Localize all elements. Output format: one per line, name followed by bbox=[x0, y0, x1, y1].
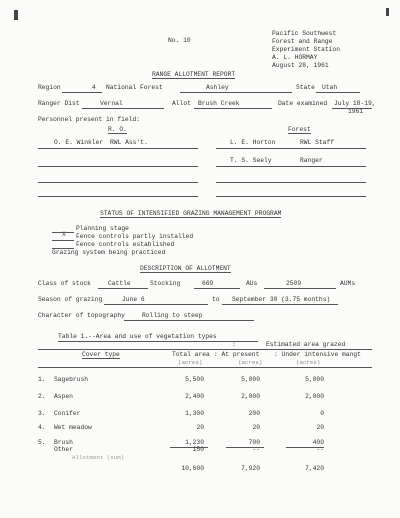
row-other-cover: Other bbox=[54, 446, 73, 453]
row-5-present: 700 bbox=[248, 439, 260, 446]
date-examined-label: Date examined bbox=[278, 100, 328, 107]
status-mark: X bbox=[62, 231, 66, 238]
org-line-1: Pacific Southwest bbox=[272, 30, 337, 37]
row-5-intensive: 400 bbox=[312, 439, 324, 446]
row-2-cover: Aspen bbox=[54, 393, 73, 400]
personnel-title-2: RWL Staff bbox=[300, 139, 335, 146]
season-to: to bbox=[212, 296, 220, 303]
personnel-forest: Forest bbox=[288, 126, 311, 133]
row-2-total: 2,400 bbox=[185, 393, 204, 400]
stocking-value: 669 bbox=[202, 280, 214, 287]
row-1-present: 5,000 bbox=[241, 376, 260, 383]
table-header-present: : At present bbox=[214, 351, 260, 358]
region-value: 4 bbox=[92, 84, 96, 91]
org-line-4: A. L. HORMAY bbox=[272, 54, 318, 61]
table-header-total-area: Total area bbox=[172, 351, 210, 358]
row-3-intensive: 0 bbox=[320, 410, 324, 417]
state-label: State bbox=[296, 84, 315, 91]
state-value: Utah bbox=[322, 84, 338, 91]
table-unit-2: (acres) bbox=[238, 359, 263, 366]
region-label: Region bbox=[38, 84, 61, 91]
table-header-intensive: : Under intensive mangt bbox=[274, 351, 361, 358]
row-3-present: 200 bbox=[248, 410, 260, 417]
row-1-cover: Sagebrush bbox=[54, 376, 89, 383]
allotment-total-label: Allotment (sum) bbox=[72, 454, 125, 461]
topography-label: Character of topography bbox=[38, 312, 125, 319]
row-1-intensive: 5,000 bbox=[305, 376, 324, 383]
table-header-cover-type: Cover type bbox=[82, 351, 120, 358]
status-heading: STATUS OF INTENSIFIED GRAZING MANAGEMENT PROGRAM bbox=[100, 210, 282, 217]
national-forest-value: Ashley bbox=[206, 84, 229, 91]
row-4-num: 4. bbox=[38, 424, 46, 431]
row-other-present: -- bbox=[252, 446, 260, 453]
report-title: RANGE ALLOTMENT REPORT bbox=[152, 71, 236, 78]
status-item-3: Fence controls established bbox=[76, 241, 175, 248]
personnel-label: Personnel present in field: bbox=[38, 116, 141, 123]
row-4-cover: Wet meadow bbox=[54, 424, 92, 431]
table-unit-3: (acres) bbox=[296, 359, 321, 366]
topography-value: Rolling to steep bbox=[142, 312, 203, 319]
document-number: No. 10 bbox=[168, 37, 191, 44]
row-5-total: 1,230 bbox=[185, 439, 204, 446]
personnel-title-1: RWL Ass't. bbox=[110, 139, 148, 146]
org-line-5: August 28, 1961 bbox=[272, 62, 329, 69]
national-forest-label: National Forest bbox=[106, 84, 163, 91]
personnel-title-3: Ranger bbox=[300, 157, 323, 164]
aums-value: 2509 bbox=[286, 280, 302, 287]
corner-mark-top-right bbox=[386, 8, 389, 16]
row-4-present: 20 bbox=[252, 424, 260, 431]
ranger-dist-label: Ranger Dist bbox=[38, 100, 80, 107]
row-3-num: 3. bbox=[38, 410, 46, 417]
row-4-intensive: 20 bbox=[316, 424, 324, 431]
total-total: 10,600 bbox=[181, 465, 204, 472]
row-2-present: 2,000 bbox=[241, 393, 260, 400]
status-item-1: Planning stage bbox=[76, 225, 129, 232]
row-1-total: 5,500 bbox=[185, 376, 204, 383]
corner-mark-top-left bbox=[14, 10, 18, 20]
description-heading: DESCRIPTION OF ALLOTMENT bbox=[140, 265, 231, 272]
season-start: June 6 bbox=[122, 296, 145, 303]
status-item-2: Fence controls partly installed bbox=[76, 233, 194, 240]
row-other-total: 150 bbox=[192, 446, 204, 453]
row-3-total: 1,300 bbox=[185, 410, 204, 417]
class-of-stock-label: Class of stock bbox=[38, 280, 91, 287]
row-2-intensive: 2,000 bbox=[305, 393, 324, 400]
org-line-2: Forest and Range bbox=[272, 38, 333, 45]
table-caption: Table 1.--Area and use of vegetation types bbox=[58, 333, 217, 340]
date-examined-value: July 18-19, bbox=[334, 100, 376, 107]
ranger-dist-value: Vernal bbox=[100, 100, 123, 107]
personnel-ro: R. O. bbox=[108, 126, 127, 133]
status-item-4: Grazing system being practiced bbox=[52, 249, 166, 256]
season-end: September 30 (3.75 months) bbox=[232, 296, 331, 303]
table-header-estimated: Estimated area grazed bbox=[266, 341, 346, 348]
row-other-intensive: -- bbox=[316, 446, 324, 453]
stocking-label: Stocking bbox=[150, 280, 181, 287]
allot-label: Allot bbox=[172, 100, 191, 107]
personnel-name-1: O. E. Winkler bbox=[54, 139, 104, 146]
aus-label: AUs bbox=[246, 280, 258, 287]
personnel-name-3: T. S. Seely bbox=[230, 157, 272, 164]
season-label: Season of grazing bbox=[38, 296, 103, 303]
personnel-name-2: L. E. Horton bbox=[230, 139, 276, 146]
total-intensive: 7,420 bbox=[305, 465, 324, 472]
date-examined-year: 1961 bbox=[348, 108, 364, 115]
org-line-3: Experiment Station bbox=[272, 46, 341, 53]
allot-value: Brush Creek bbox=[198, 100, 240, 107]
row-5-num: 5. bbox=[38, 439, 46, 446]
row-5-cover: Brush bbox=[54, 439, 73, 446]
row-2-num: 2. bbox=[38, 393, 46, 400]
table-unit-1: (acres) bbox=[178, 359, 203, 366]
row-1-num: 1. bbox=[38, 376, 46, 383]
table-colon-1: : bbox=[232, 341, 236, 348]
row-3-cover: Conifer bbox=[54, 410, 81, 417]
aums-label: AUMs bbox=[340, 280, 356, 287]
total-present: 7,920 bbox=[241, 465, 260, 472]
row-4-total: 20 bbox=[196, 424, 204, 431]
class-of-stock-value: Cattle bbox=[108, 280, 131, 287]
